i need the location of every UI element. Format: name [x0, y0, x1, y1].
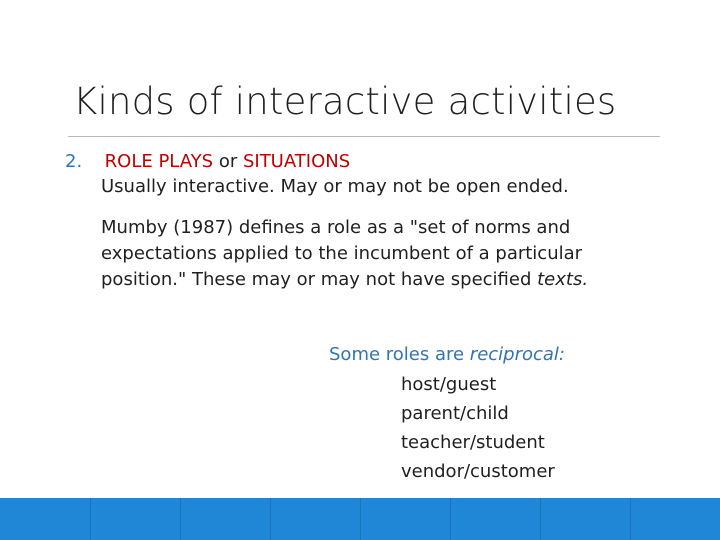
paragraph-line-1: Mumby (1987) defines a role as a "set of norms and — [101, 217, 571, 238]
reciprocal-word: reciprocal: — [469, 344, 565, 365]
heading-situations: SITUATIONS — [242, 151, 351, 172]
role-pair: teacher/student — [401, 432, 545, 453]
role-pair: parent/child — [401, 403, 509, 424]
role-pair: vendor/customer — [401, 461, 555, 482]
reciprocal-intro — [329, 343, 565, 367]
subtitle-text: Usually interactive. May or may not be open ended. — [101, 176, 569, 197]
footer-bar-divider — [360, 498, 361, 540]
role-pair: host/guest — [401, 374, 497, 395]
footer-bar-divider — [450, 498, 451, 540]
footer-bar-divider — [630, 498, 631, 540]
footer-bar-divider — [270, 498, 271, 540]
list-item-heading — [65, 150, 350, 174]
reciprocal-intro-text: Some roles are — [329, 344, 470, 365]
list-number: 2. — [65, 151, 83, 172]
footer-bar-divider — [180, 498, 181, 540]
heading-connector: or — [213, 151, 243, 172]
footer-bar-divider — [540, 498, 541, 540]
paragraph-last-line: position." These may or may not have specified — [101, 269, 538, 290]
paragraph-emphasis-texts: texts. — [537, 269, 589, 290]
title-divider — [68, 136, 660, 137]
footer-bar-divider — [90, 498, 91, 540]
slide-title: Kinds of interactive activities — [73, 80, 617, 123]
footer-bar — [0, 498, 720, 540]
paragraph-line-3 — [101, 268, 588, 292]
paragraph-line-2: expectations applied to the incumbent of a particular — [101, 243, 583, 264]
heading-role-plays: ROLE PLAYS — [104, 151, 214, 172]
